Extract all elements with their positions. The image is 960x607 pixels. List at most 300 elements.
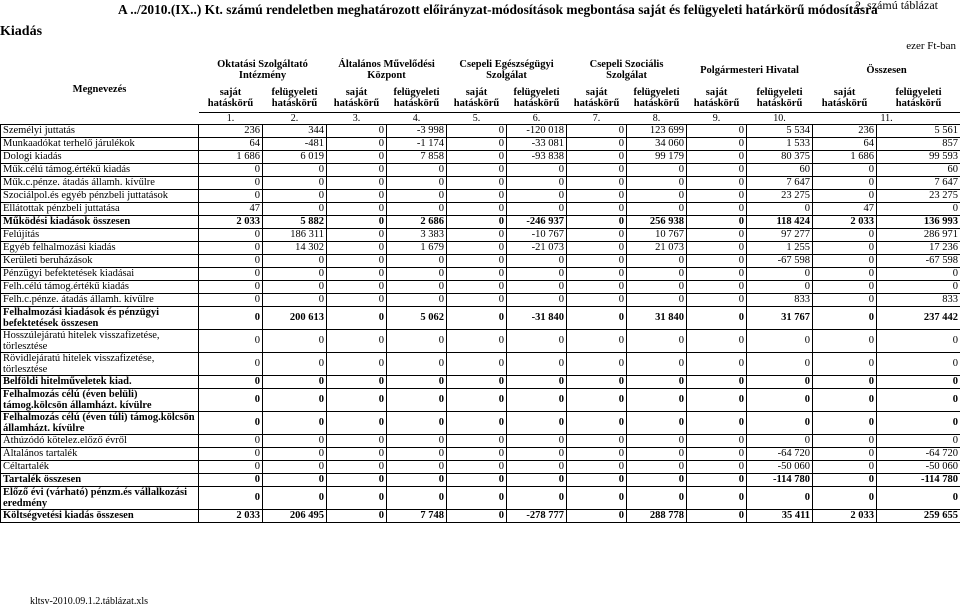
value-cell: 21 073 bbox=[627, 241, 687, 254]
value-cell: 0 bbox=[447, 280, 507, 293]
value-cell: -278 777 bbox=[507, 509, 567, 522]
value-cell: 17 236 bbox=[877, 241, 960, 254]
column-number: 2. bbox=[263, 112, 327, 124]
value-cell: 0 bbox=[327, 280, 387, 293]
value-cell: 0 bbox=[687, 486, 747, 509]
value-cell: 0 bbox=[199, 293, 263, 306]
table-row bbox=[1, 375, 960, 388]
value-cell: 0 bbox=[567, 124, 627, 137]
subheader-cell: felügyeleti hatáskörű bbox=[756, 86, 803, 109]
value-cell: -120 018 bbox=[507, 124, 567, 137]
value-cell: 3 383 bbox=[387, 228, 447, 241]
table-row bbox=[1, 473, 960, 486]
value-cell: 0 bbox=[813, 254, 877, 267]
value-cell: 0 bbox=[627, 486, 687, 509]
table-row bbox=[1, 486, 960, 509]
value-cell: 1 255 bbox=[747, 241, 813, 254]
value-cell: 0 bbox=[327, 202, 387, 215]
value-cell: 0 bbox=[199, 460, 263, 473]
value-cell: 0 bbox=[263, 202, 327, 215]
value-cell: 0 bbox=[567, 280, 627, 293]
value-cell: 0 bbox=[507, 460, 567, 473]
group-header: Polgármesteri Hivatal bbox=[700, 64, 799, 76]
group-header: Csepeli Szociális Szolgálat bbox=[589, 59, 664, 81]
value-cell: 0 bbox=[447, 434, 507, 447]
value-cell: 0 bbox=[387, 388, 447, 411]
value-cell: 0 bbox=[747, 329, 813, 352]
value-cell: 0 bbox=[327, 329, 387, 352]
value-cell: 200 613 bbox=[263, 306, 327, 329]
value-cell: 0 bbox=[687, 228, 747, 241]
value-cell: 0 bbox=[567, 509, 627, 522]
table-row bbox=[1, 124, 960, 137]
value-cell: 0 bbox=[199, 375, 263, 388]
value-cell: 0 bbox=[747, 486, 813, 509]
row-label: Személyi juttatás bbox=[1, 124, 199, 137]
value-cell: 0 bbox=[627, 254, 687, 267]
value-cell: 0 bbox=[687, 189, 747, 202]
value-cell: 0 bbox=[447, 306, 507, 329]
value-cell: 0 bbox=[447, 228, 507, 241]
value-cell: 34 060 bbox=[627, 137, 687, 150]
value-cell: 0 bbox=[263, 254, 327, 267]
value-cell: 0 bbox=[327, 352, 387, 375]
row-label: Felh.célú támog.értékű kiadás bbox=[1, 280, 199, 293]
value-cell: 0 bbox=[327, 375, 387, 388]
value-cell: 10 767 bbox=[627, 228, 687, 241]
value-cell: 0 bbox=[627, 411, 687, 434]
subheader-cell: saját hatáskörű bbox=[573, 86, 620, 109]
value-cell: 0 bbox=[327, 163, 387, 176]
value-cell: 0 bbox=[687, 124, 747, 137]
value-cell: 0 bbox=[263, 280, 327, 293]
table-row bbox=[1, 202, 960, 215]
value-cell: 0 bbox=[567, 388, 627, 411]
value-cell: 0 bbox=[567, 137, 627, 150]
value-cell: 0 bbox=[327, 150, 387, 163]
value-cell: 7 748 bbox=[387, 509, 447, 522]
value-cell: 0 bbox=[567, 473, 627, 486]
row-label: Felhalmozás célú (éven belüli) támog.kölcsön államházt. kívülre bbox=[1, 388, 199, 411]
value-cell: 0 bbox=[263, 176, 327, 189]
subheader-cell: felügyeleti hatáskörű bbox=[271, 86, 318, 109]
table-row bbox=[1, 189, 960, 202]
value-cell: 0 bbox=[263, 375, 327, 388]
value-cell: 2 033 bbox=[199, 509, 263, 522]
row-label: Tartalék összesen bbox=[1, 473, 199, 486]
value-cell: 80 375 bbox=[747, 150, 813, 163]
value-cell: 0 bbox=[327, 254, 387, 267]
value-cell: 0 bbox=[627, 163, 687, 176]
value-cell: 0 bbox=[199, 352, 263, 375]
value-cell: -50 060 bbox=[747, 460, 813, 473]
value-cell: 0 bbox=[327, 228, 387, 241]
value-cell: 5 062 bbox=[387, 306, 447, 329]
value-cell: 0 bbox=[747, 352, 813, 375]
value-cell: 0 bbox=[447, 241, 507, 254]
value-cell: 0 bbox=[507, 202, 567, 215]
value-cell: 0 bbox=[263, 352, 327, 375]
value-cell: 0 bbox=[813, 329, 877, 352]
value-cell: 0 bbox=[813, 228, 877, 241]
unit-label: ezer Ft-ban bbox=[906, 40, 956, 52]
value-cell: -114 780 bbox=[747, 473, 813, 486]
value-cell: 0 bbox=[447, 254, 507, 267]
value-cell: 136 993 bbox=[877, 215, 960, 228]
value-cell: 0 bbox=[447, 163, 507, 176]
value-cell: 206 495 bbox=[263, 509, 327, 522]
value-cell: 0 bbox=[687, 460, 747, 473]
value-cell: 0 bbox=[507, 293, 567, 306]
row-label: Működési kiadások összesen bbox=[1, 215, 199, 228]
value-cell: 1 679 bbox=[387, 241, 447, 254]
value-cell: 0 bbox=[447, 150, 507, 163]
value-cell: 0 bbox=[567, 434, 627, 447]
value-cell: 118 424 bbox=[747, 215, 813, 228]
value-cell: 0 bbox=[387, 375, 447, 388]
value-cell: 0 bbox=[567, 460, 627, 473]
value-cell: 0 bbox=[199, 411, 263, 434]
value-cell: 0 bbox=[387, 202, 447, 215]
table-row bbox=[1, 215, 960, 228]
value-cell: 0 bbox=[567, 241, 627, 254]
value-cell: 0 bbox=[327, 306, 387, 329]
value-cell: 0 bbox=[507, 176, 567, 189]
value-cell: -31 840 bbox=[507, 306, 567, 329]
table-row bbox=[1, 293, 960, 306]
value-cell: 64 bbox=[199, 137, 263, 150]
row-label: Előző évi (várható) pénzm.és vállalkozási eredmény bbox=[1, 486, 199, 509]
table-row bbox=[1, 267, 960, 280]
table-row bbox=[1, 460, 960, 473]
num-spacer bbox=[1, 112, 199, 124]
column-number: 3. bbox=[327, 112, 387, 124]
value-cell: 0 bbox=[747, 280, 813, 293]
table-row bbox=[1, 329, 960, 352]
value-cell: 0 bbox=[327, 473, 387, 486]
table-row bbox=[1, 509, 960, 522]
value-cell: 0 bbox=[447, 293, 507, 306]
value-cell: 0 bbox=[387, 189, 447, 202]
value-cell: 0 bbox=[567, 293, 627, 306]
value-cell: 0 bbox=[263, 460, 327, 473]
value-cell: 0 bbox=[627, 202, 687, 215]
value-cell: -67 598 bbox=[747, 254, 813, 267]
value-cell: 0 bbox=[447, 486, 507, 509]
value-cell: 0 bbox=[263, 486, 327, 509]
value-cell: 0 bbox=[687, 202, 747, 215]
value-cell: 7 858 bbox=[387, 150, 447, 163]
column-number: 4. bbox=[387, 112, 447, 124]
value-cell: 0 bbox=[387, 254, 447, 267]
value-cell: 0 bbox=[813, 411, 877, 434]
row-label: Általános tartalék bbox=[1, 447, 199, 460]
subheader-cell: saját hatáskörű bbox=[453, 86, 500, 109]
value-cell: 0 bbox=[747, 267, 813, 280]
value-cell: 0 bbox=[387, 460, 447, 473]
group-header: Általános Művelődési Központ bbox=[338, 59, 435, 81]
value-cell: 0 bbox=[687, 411, 747, 434]
value-cell: 0 bbox=[447, 411, 507, 434]
value-cell: 0 bbox=[747, 411, 813, 434]
value-cell: 0 bbox=[567, 329, 627, 352]
group-header: Oktatási Szolgáltató Intézmény bbox=[217, 59, 308, 81]
value-cell: 0 bbox=[387, 486, 447, 509]
value-cell: 857 bbox=[877, 137, 960, 150]
value-cell: -246 937 bbox=[507, 215, 567, 228]
value-cell: 0 bbox=[627, 329, 687, 352]
value-cell: 0 bbox=[507, 411, 567, 434]
subheader-cell: saját hatáskörű bbox=[693, 86, 740, 109]
value-cell: 2 686 bbox=[387, 215, 447, 228]
value-cell: 0 bbox=[687, 473, 747, 486]
value-cell: 0 bbox=[507, 473, 567, 486]
value-cell: 0 bbox=[387, 411, 447, 434]
value-cell: 5 882 bbox=[263, 215, 327, 228]
row-label: Pénzügyi befektetések kiadásai bbox=[1, 267, 199, 280]
value-cell: 0 bbox=[327, 509, 387, 522]
value-cell: 236 bbox=[199, 124, 263, 137]
table-row bbox=[1, 388, 960, 411]
value-cell: 0 bbox=[567, 189, 627, 202]
value-cell: 0 bbox=[813, 473, 877, 486]
value-cell: 0 bbox=[877, 375, 960, 388]
value-cell: 0 bbox=[877, 329, 960, 352]
value-cell: 0 bbox=[747, 202, 813, 215]
value-cell: 0 bbox=[813, 447, 877, 460]
value-cell: 0 bbox=[507, 163, 567, 176]
value-cell: 0 bbox=[387, 352, 447, 375]
value-cell: 23 275 bbox=[877, 189, 960, 202]
value-cell: 0 bbox=[199, 228, 263, 241]
value-cell: 47 bbox=[199, 202, 263, 215]
value-cell: 0 bbox=[813, 375, 877, 388]
column-number: 5. bbox=[447, 112, 507, 124]
value-cell: 0 bbox=[447, 352, 507, 375]
value-cell: 0 bbox=[327, 293, 387, 306]
value-cell: 0 bbox=[387, 473, 447, 486]
value-cell: 0 bbox=[687, 163, 747, 176]
subheader-cell: felügyeleti hatáskörű bbox=[633, 86, 680, 109]
value-cell: 833 bbox=[877, 293, 960, 306]
value-cell: 0 bbox=[327, 434, 387, 447]
value-cell: 0 bbox=[507, 254, 567, 267]
value-cell: 0 bbox=[627, 375, 687, 388]
value-cell: 0 bbox=[567, 254, 627, 267]
value-cell: 0 bbox=[507, 352, 567, 375]
value-cell: 60 bbox=[877, 163, 960, 176]
value-cell: 0 bbox=[327, 388, 387, 411]
column-number: 11. bbox=[813, 112, 960, 124]
value-cell: 0 bbox=[567, 267, 627, 280]
table-row bbox=[1, 137, 960, 150]
row-label: Költségvetési kiadás összesen bbox=[1, 509, 199, 522]
value-cell: 0 bbox=[747, 434, 813, 447]
value-cell: 0 bbox=[877, 434, 960, 447]
value-cell: 236 bbox=[813, 124, 877, 137]
value-cell: 0 bbox=[507, 329, 567, 352]
value-cell: 0 bbox=[627, 176, 687, 189]
value-cell: 0 bbox=[263, 447, 327, 460]
row-label: Dologi kiadás bbox=[1, 150, 199, 163]
value-cell: 0 bbox=[327, 124, 387, 137]
value-cell: 0 bbox=[507, 388, 567, 411]
value-cell: 1 533 bbox=[747, 137, 813, 150]
value-cell: 0 bbox=[447, 176, 507, 189]
value-cell: 6 019 bbox=[263, 150, 327, 163]
value-cell: 0 bbox=[627, 280, 687, 293]
value-cell: 0 bbox=[387, 280, 447, 293]
value-cell: 186 311 bbox=[263, 228, 327, 241]
value-cell: 0 bbox=[263, 293, 327, 306]
value-cell: 0 bbox=[687, 447, 747, 460]
row-label: Műk.c.pénze. átadás államh. kívűlre bbox=[1, 176, 199, 189]
value-cell: 0 bbox=[627, 352, 687, 375]
value-cell: 0 bbox=[199, 486, 263, 509]
value-cell: 0 bbox=[387, 267, 447, 280]
row-header: Megnevezés bbox=[72, 84, 127, 95]
value-cell: 344 bbox=[263, 124, 327, 137]
value-cell: 0 bbox=[507, 486, 567, 509]
column-number: 9. bbox=[687, 112, 747, 124]
value-cell: -93 838 bbox=[507, 150, 567, 163]
table-row bbox=[1, 352, 960, 375]
row-label: Rövidlejáratú hitelek visszafizetése, törlesztése bbox=[1, 352, 199, 375]
value-cell: 99 593 bbox=[877, 150, 960, 163]
value-cell: 64 bbox=[813, 137, 877, 150]
file-footer: kltsv-2010.09.1.2.táblázat.xls bbox=[30, 596, 149, 607]
row-label: Hosszúlejáratú hitelek visszafizetése, törlesztése bbox=[1, 329, 199, 352]
column-number: 8. bbox=[627, 112, 687, 124]
value-cell: 0 bbox=[447, 124, 507, 137]
value-cell: 0 bbox=[263, 163, 327, 176]
value-cell: 237 442 bbox=[877, 306, 960, 329]
value-cell: 0 bbox=[627, 293, 687, 306]
value-cell: 0 bbox=[687, 434, 747, 447]
value-cell: 0 bbox=[813, 352, 877, 375]
value-cell: 7 647 bbox=[877, 176, 960, 189]
value-cell: 97 277 bbox=[747, 228, 813, 241]
value-cell: 0 bbox=[627, 460, 687, 473]
value-cell: 1 686 bbox=[199, 150, 263, 163]
value-cell: 0 bbox=[199, 306, 263, 329]
value-cell: -114 780 bbox=[877, 473, 960, 486]
value-cell: -64 720 bbox=[877, 447, 960, 460]
value-cell: 0 bbox=[447, 375, 507, 388]
table-row bbox=[1, 254, 960, 267]
column-number: 7. bbox=[567, 112, 627, 124]
value-cell: 0 bbox=[567, 486, 627, 509]
value-cell: 0 bbox=[447, 473, 507, 486]
row-label: Ellátottak pénzbeli juttatása bbox=[1, 202, 199, 215]
value-cell: 0 bbox=[813, 241, 877, 254]
value-cell: 0 bbox=[627, 189, 687, 202]
value-cell: 0 bbox=[447, 267, 507, 280]
value-cell: 0 bbox=[263, 434, 327, 447]
value-cell: 0 bbox=[687, 329, 747, 352]
table-row bbox=[1, 280, 960, 293]
value-cell: 0 bbox=[813, 267, 877, 280]
value-cell: -33 081 bbox=[507, 137, 567, 150]
value-cell: 0 bbox=[447, 460, 507, 473]
value-cell: 833 bbox=[747, 293, 813, 306]
value-cell: 0 bbox=[877, 486, 960, 509]
value-cell: 0 bbox=[327, 215, 387, 228]
value-cell: 0 bbox=[199, 254, 263, 267]
value-cell: 0 bbox=[199, 280, 263, 293]
value-cell: 0 bbox=[447, 189, 507, 202]
row-label: Belföldi hitelműveletek kiad. bbox=[1, 375, 199, 388]
value-cell: 288 778 bbox=[627, 509, 687, 522]
budget-table bbox=[0, 56, 960, 523]
value-cell: 5 561 bbox=[877, 124, 960, 137]
value-cell: 0 bbox=[263, 411, 327, 434]
value-cell: 0 bbox=[447, 447, 507, 460]
value-cell: 0 bbox=[813, 460, 877, 473]
row-label: Kerületi beruházások bbox=[1, 254, 199, 267]
table-row bbox=[1, 150, 960, 163]
value-cell: 0 bbox=[687, 150, 747, 163]
value-cell: 0 bbox=[813, 293, 877, 306]
value-cell: 2 033 bbox=[813, 215, 877, 228]
value-cell: 0 bbox=[507, 267, 567, 280]
subheader-cell: felügyeleti hatáskörű bbox=[895, 86, 942, 109]
section-title: Kiadás bbox=[0, 24, 43, 39]
group-header: Összesen bbox=[866, 64, 907, 76]
value-cell: 0 bbox=[627, 473, 687, 486]
value-cell: 0 bbox=[687, 306, 747, 329]
row-label: Céltartalék bbox=[1, 460, 199, 473]
value-cell: 0 bbox=[567, 306, 627, 329]
value-cell: 0 bbox=[567, 228, 627, 241]
value-cell: -67 598 bbox=[877, 254, 960, 267]
value-cell: 0 bbox=[687, 388, 747, 411]
value-cell: 0 bbox=[567, 411, 627, 434]
row-label: Felh.c.pénze. átadás államh. kívűlre bbox=[1, 293, 199, 306]
value-cell: 123 699 bbox=[627, 124, 687, 137]
value-cell: 0 bbox=[263, 189, 327, 202]
value-cell: 0 bbox=[813, 280, 877, 293]
value-cell: 0 bbox=[387, 163, 447, 176]
table-row bbox=[1, 447, 960, 460]
value-cell: 0 bbox=[327, 460, 387, 473]
value-cell: 0 bbox=[813, 189, 877, 202]
value-cell: 0 bbox=[627, 267, 687, 280]
value-cell: 0 bbox=[813, 388, 877, 411]
value-cell: 0 bbox=[199, 434, 263, 447]
row-label: Felhalmozási kiadások és pénzügyi befektetések összesen bbox=[1, 306, 199, 329]
value-cell: 0 bbox=[387, 434, 447, 447]
value-cell: 31 840 bbox=[627, 306, 687, 329]
value-cell: 47 bbox=[813, 202, 877, 215]
value-cell: 0 bbox=[263, 267, 327, 280]
value-cell: -50 060 bbox=[877, 460, 960, 473]
value-cell: 0 bbox=[263, 329, 327, 352]
subheader-cell: saját hatáskörű bbox=[207, 86, 254, 109]
value-cell: -10 767 bbox=[507, 228, 567, 241]
value-cell: -3 998 bbox=[387, 124, 447, 137]
value-cell: 0 bbox=[567, 150, 627, 163]
value-cell: 14 302 bbox=[263, 241, 327, 254]
value-cell: 99 179 bbox=[627, 150, 687, 163]
value-cell: 5 534 bbox=[747, 124, 813, 137]
value-cell: 1 686 bbox=[813, 150, 877, 163]
value-cell: -1 174 bbox=[387, 137, 447, 150]
value-cell: 0 bbox=[687, 241, 747, 254]
value-cell: 0 bbox=[387, 293, 447, 306]
value-cell: 0 bbox=[687, 509, 747, 522]
value-cell: 0 bbox=[199, 473, 263, 486]
